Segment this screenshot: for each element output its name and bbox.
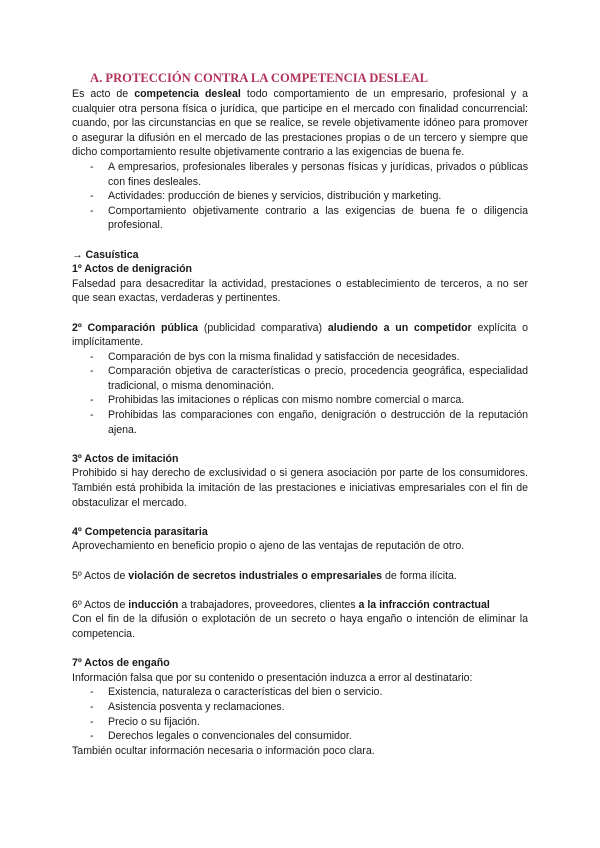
section-7-bullet: - Derechos legales o convencionales del consumidor. <box>72 729 528 744</box>
section-3-text: Prohibido si hay derecho de exclusividad o si genera asociación por parte de los consumidores. También está prohibida la imitación de las prestaciones e iniciativas empresariales con el fin de obstaculizar el mercado. <box>72 467 528 509</box>
intro-bullet: - Actividades: producción de bienes y servicios, distribución y marketing. <box>72 189 528 204</box>
intro-text-1: Es acto de <box>72 88 135 100</box>
section-7-bullet: - Asistencia posventa y reclamaciones. <box>72 700 528 715</box>
section-7-heading: 7º Actos de engaño <box>72 657 170 670</box>
section-1-heading: 1º Actos de denigración <box>72 263 193 276</box>
casuistica-heading: → Casuística <box>72 248 139 261</box>
section-7-bullet: - Precio o su fijación. <box>72 715 528 730</box>
section-1-text: Falsedad para desacreditar la actividad, prestaciones o establecimiento de terceros, a no ser que sean exactas, verdaderas y pertinentes. <box>72 277 528 305</box>
section-7-closing: También ocultar información necesaria o información poco clara. <box>72 744 375 757</box>
section-6-text-2: a trabajadores, proveedores, clientes <box>178 598 359 611</box>
section-5-text-2: de forma ilícita. <box>382 569 457 582</box>
intro-bullet-list <box>72 160 528 233</box>
section-2-heading: 2º Comparación pública <box>72 321 199 334</box>
section-3-heading: 3º Actos de imitación <box>72 452 179 465</box>
section-6-text-1: 6º Actos de <box>72 598 129 611</box>
section-2-intro <box>72 321 528 350</box>
intro-text-2: todo comportamiento de un empresario, profesional y a cualquier otra persona física o jurídica, que participe en el mercado con finalidad concurrencial: cuando, por las circunstancias en que se realice, se revele objetivamente idóneo para promover o asegurar la difusión en el mercado de las prestaciones propias o de un tercero y siempre que dicho comportamiento resulte objetivamente contrario a las exigencias de buena fe. <box>72 88 529 159</box>
section-2-bullet-list <box>72 350 528 438</box>
section-7-bullet-list <box>72 685 528 743</box>
section-7-text: Información falsa que por su contenido o presentación induzca a error al destinatario: <box>72 671 473 684</box>
section-2-text-2: explícita o implícitamente. <box>72 321 528 349</box>
section-6-bold-1: inducción <box>128 598 179 611</box>
section-2-bullet: - Comparación objetiva de características o precio, procedencia geográfica, especialidad tradicional, o misma denominación. <box>72 364 528 393</box>
section-4-text: Aprovechamiento en beneficio propio o ajeno de las ventajas de reputación de otro. <box>72 540 465 553</box>
section-5-text <box>72 569 528 584</box>
section-6-text: Con el fin de la difusión o explotación de un secreto o haya engaño o intención de eliminar la competencia. <box>72 613 528 640</box>
intro-bullet: - A empresarios, profesionales liberales y personas físicas y jurídicas, privados o públicas con fines desleales. <box>72 160 528 189</box>
document-page <box>72 70 528 758</box>
intro-paragraph <box>72 87 528 160</box>
section-7-bullet: - Existencia, naturaleza o características del bien o servicio. <box>72 685 528 700</box>
section-title: A. PROTECCIÓN CONTRA LA COMPETENCIA DESLEAL <box>90 71 428 85</box>
section-2-bullet: - Comparación de bys con la misma finalidad y satisfacción de necesidades. <box>72 350 528 365</box>
intro-bullet: - Comportamiento objetivamente contrario a las exigencias de buena fe o diligencia profesional. <box>72 204 528 233</box>
section-6-bold-2: a la infracción contractual <box>358 598 490 611</box>
section-2-bullet: - Prohibidas las imitaciones o réplicas con mismo nombre comercial o marca. <box>72 393 528 408</box>
section-2-bold: aludiendo a un competidor <box>327 321 472 334</box>
section-5-bold: violación de secretos industriales o empresariales <box>128 569 383 582</box>
section-6-heading <box>72 598 528 613</box>
section-4-heading: 4º Competencia parasitaria <box>72 525 208 538</box>
section-2-text-1: (publicidad comparativa) <box>198 321 328 334</box>
section-2-bullet: - Prohibidas las comparaciones con engaño, denigración o destrucción de la reputación ajena. <box>72 408 528 437</box>
section-5-text-1: 5º Actos de <box>72 569 129 582</box>
intro-bold-term: competencia desleal <box>134 88 241 100</box>
